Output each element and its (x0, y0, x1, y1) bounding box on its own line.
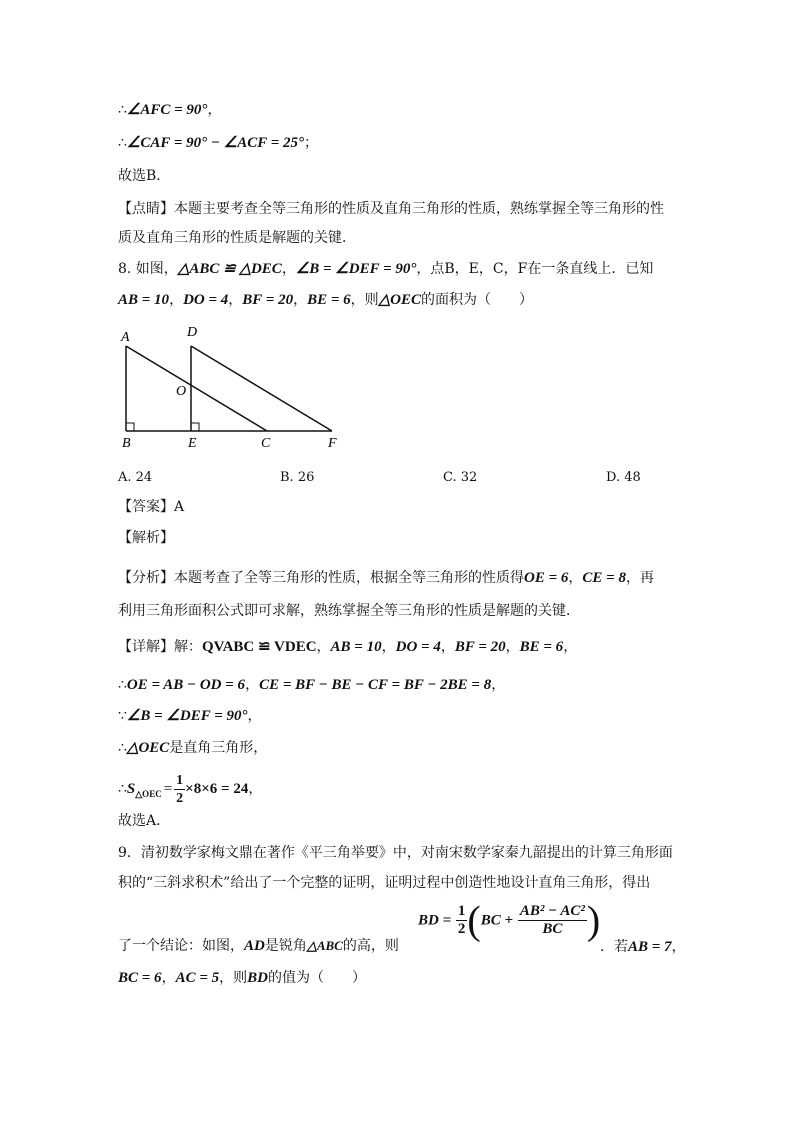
step-4: $\therefore S_{\triangle OEC}$ = $\frac{1}{2}$ ×8×6 = 24， (118, 772, 263, 806)
fenxi-line-1: 【分析】本题考查了全等三角形的性质，根据全等三角形的性质得OE = 6，CE = 8，再 (118, 570, 654, 586)
q9-line-2: 积的“三斜求积术”给出了一个完整的证明，证明过程中创造性地设计直角三角形，得出 (118, 875, 651, 891)
segment-ac (126, 346, 267, 431)
jiexi-heading: 【解析】 (118, 530, 174, 546)
label-o: O (176, 384, 187, 399)
right-angle-e (191, 423, 199, 431)
formula-half: $\frac{1}{2}$ (457, 903, 466, 937)
step-1: ∴OE = AB − OD = 6，CE = BF − BE − CF = BF − 2BE = 8， (118, 677, 506, 693)
q9-line-4: BC = 6，AC = 5，则BD的值为（ ） (118, 970, 366, 986)
label-a: A (121, 330, 130, 345)
option-b: B. 26 (280, 470, 315, 485)
q9-line-3: 了一个结论：如图，AD是锐角△ABC的高，则 (118, 938, 399, 954)
option-a: A. 24 (118, 470, 153, 485)
formula-fraction: $\frac{\text{AB² − AC²}}{BC}$ (519, 903, 585, 937)
q9-after-formula: ．若AB = 7， (600, 939, 686, 955)
step-2: ∵∠B = ∠DEF = 90°， (118, 708, 262, 724)
option-d: D. 48 (606, 470, 641, 485)
label-b: B (122, 436, 131, 451)
dianjing-line-2: 质及直角三角形的性质是解题的关键． (118, 230, 356, 246)
answer: 【答案】A (118, 499, 185, 515)
step-3: ∴△OEC是直角三角形， (118, 740, 268, 756)
option-c: C. 32 (443, 470, 478, 485)
fenxi-line-2: 利用三角形面积公式即可求解，熟练掌握全等三角形的性质是解题的关键． (118, 603, 580, 619)
select-a: 故选A． (118, 813, 171, 829)
label-c: C (261, 436, 271, 451)
label-f: F (328, 436, 337, 451)
label-e: E (188, 436, 197, 451)
dianjing-line-1: 【点睛】本题主要考查全等三角形的性质及直角三角形的性质，熟练掌握全等三角形的性 (118, 201, 664, 217)
right-angle-b (126, 423, 134, 431)
conclusion-caf: ∴∠CAF = 90° − ∠ACF = 25°； (118, 135, 318, 151)
select-b: 故选B． (118, 168, 171, 184)
xiangjie-line: 【详解】解：QVABC ≌ VDEC，AB = 10，DO = 4，BF = 20，BE = 6， (118, 639, 578, 655)
q9-formula: BD = $\frac{1}{2}$ (BC + $\frac{\text{AB² − AC²}}{BC}$ ) (418, 897, 601, 943)
q9-line-1: 9．清初数学家梅文鼎在著作《平三角举要》中，对南宋数学家秦九韶提出的计算三角形面 (118, 845, 673, 861)
conclusion-afc: ∴∠AFC = 90°， (118, 102, 222, 118)
q8-line-2: AB = 10，DO = 4，BF = 20，BE = 6，则△OEC的面积为（ ） (118, 292, 534, 308)
triangle-figure (110, 322, 350, 452)
fraction-half: $\frac{1}{2}$ (176, 772, 184, 806)
q8-line-1: 8. 如图，△ABC ≌ △DEC，∠B = ∠DEF = 90°，点B，E，C，F在一条直线上．已知 (118, 261, 654, 277)
segment-df (191, 346, 332, 431)
label-d: D (187, 325, 198, 340)
